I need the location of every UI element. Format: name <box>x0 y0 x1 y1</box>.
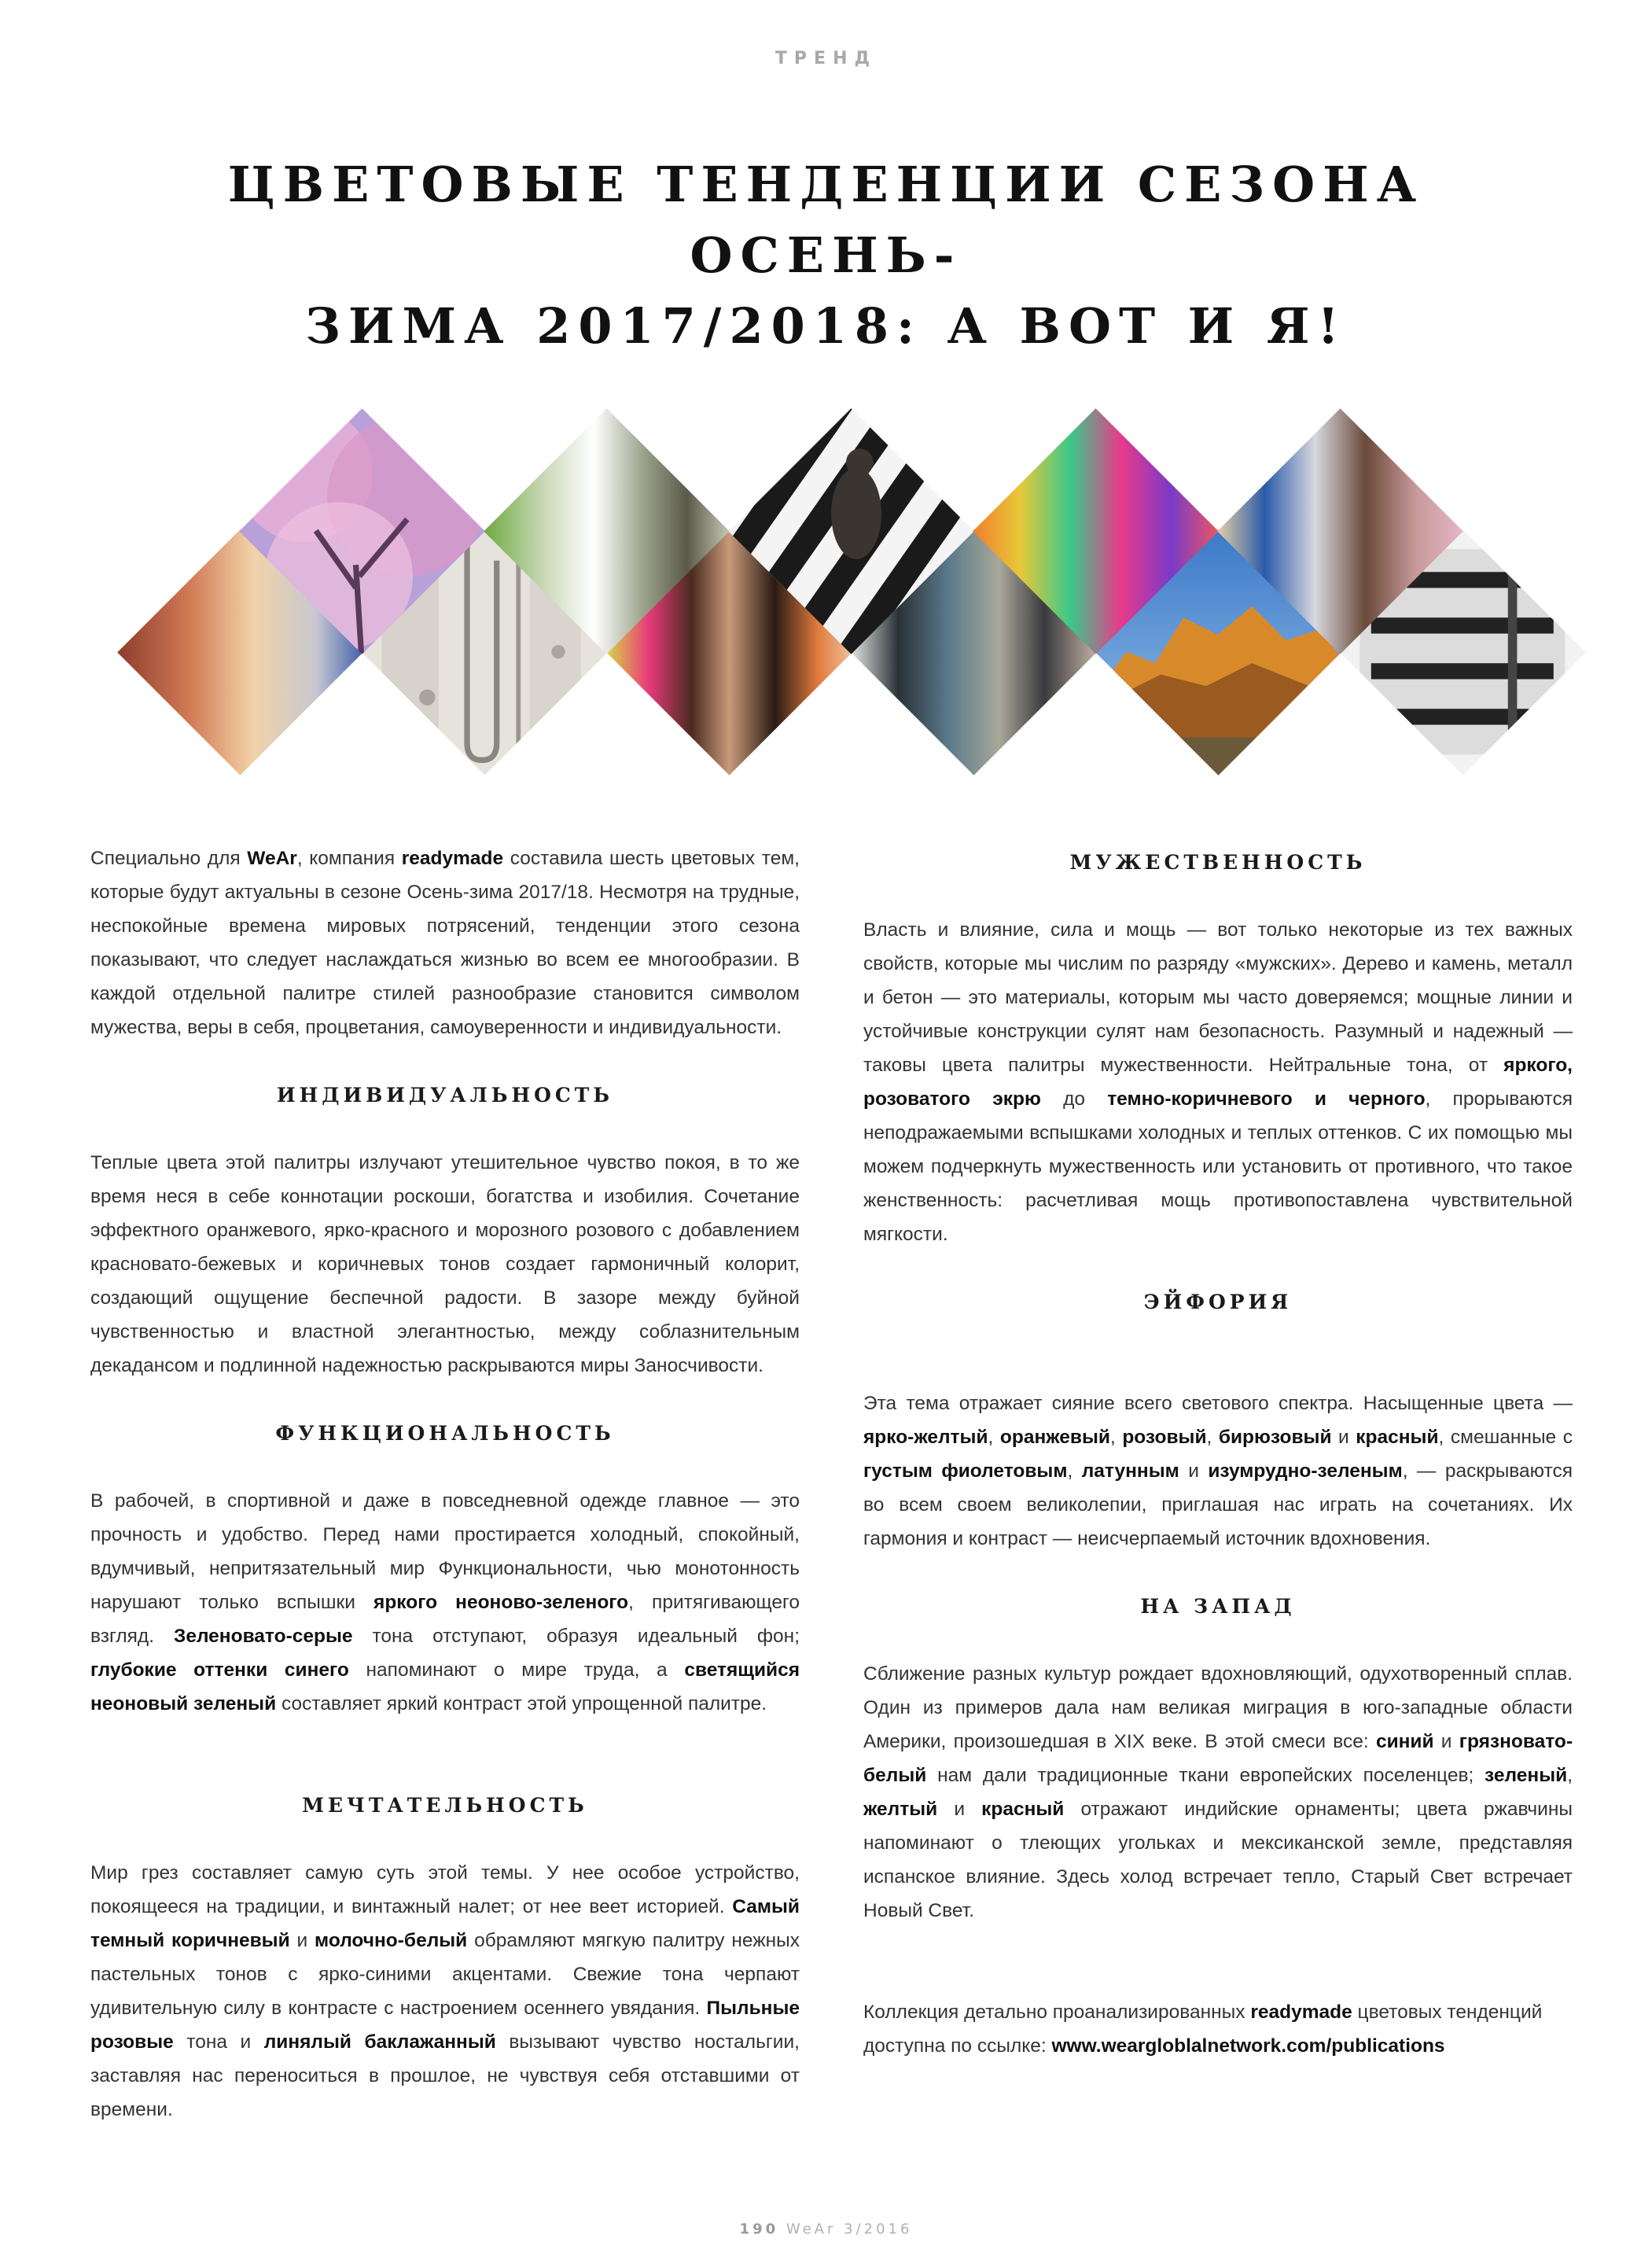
heading-west: НА ЗАПАД <box>1140 1595 1296 1618</box>
page-footer <box>0 2221 1652 2237</box>
functionality-paragraph: В рабочей, в спортивной и даже в повседневной одежде главное — это прочность и удобство. Перед нами простирается холодный, спокойный, вдумчивый, непритязательный мир Функциональности, чью монотонность нарушают только вспышки яркого неоново-зеленого, притягивающего взгляд. Зеленовато-серые тона отступают, образуя идеальный фон; глубокие оттенки синего напоминают о мире труда, а светящийся неоновый зеленый составляет яркий контраст этой упрощенной палитре. <box>90 1490 800 1714</box>
heading-individuality: ИНДИВИДУАЛЬНОСТЬ <box>277 1084 613 1107</box>
publications-link[interactable]: www.weargloblalnetwork.com/publications <box>1051 2035 1445 2057</box>
euphoria-paragraph: Эта тема отражает сияние всего светового спектра. Насыщенные цвета — ярко-желтый, оранжевый, розовый, бирюзовый и красный, смешанные с густым фиолетовым, латунным и изумрудно-зеленым, — раскрываются во всем своем великолепии, приглашая нас играть на сочетаниях. Их гармония и контраст — неисчерпаемый источник вдохновения. <box>863 1393 1573 1549</box>
dreaminess-paragraph: Мир грез составляет самую суть этой темы. У нее особое устройство, покоящееся на традиции, и винтажный налет; от нее веет историей. Самый темный коричневый и молочно-белый обрамляют мягкую палитру нежных пастельных тонов с ярко-синими акцентами. Свежие тона черпают удивительную силу в контрасте с настроением осеннего увядания. Пыльные розовые тона и линялый баклажанный вызывают чувство ностальгии, заставляя нас переноситься в прошлое, не чувствуя себя отставшими от времени. <box>90 1862 800 2120</box>
individuality-paragraph: Теплые цвета этой палитры излучают утешительное чувство покоя, в то же время неся в себе коннотации роскоши, богатства и изобилия. Сочетание эффектного оранжевого, ярко-красного и морозного розового с добавлением красновато-бежевых и коричневых тонов создает гармоничный колорит, создающий ощущение беспечной радости. В зазоре между буйной чувственностью и властной элегантностью, между соблазнительным декадансом и подлинной надежностью раскрываются миры Заносчивости. <box>90 1152 800 1376</box>
title-line-2: ЗИМА 2017/2018: А ВОТ И Я! <box>305 297 1347 355</box>
intro-paragraph: Специально для WeAr, компания readymade составила шесть цветовых тем, которые будут актуальны в сезоне Осень-зима 2017/18. Несмотря на трудные, неспокойные времена мировых потрясений, тенденции этого сезона показывают, что следует наслаждаться жизнью во всем ее многообразии. В каждой отдельной палитре стилей разнообразие становится символом мужества, веры в себя, процветания, самоуверенности и индивидуальности. <box>90 848 800 1038</box>
heading-functionality: ФУНКЦИОНАЛЬНОСТЬ <box>275 1422 615 1445</box>
heading-masculinity: МУЖЕСТВЕННОСТЬ <box>1069 851 1367 874</box>
heading-dreaminess: МЕЧТАТЕЛЬНОСТЬ <box>302 1794 588 1817</box>
left-column <box>90 842 800 2127</box>
page-number: 190 <box>739 2221 779 2237</box>
color-mosaic <box>118 381 1533 743</box>
masculinity-paragraph: Власть и влияние, сила и мощь — вот только некоторые из тех важных свойств, которые мы числим по разряду «мужских». Дерево и камень, металл и бетон — это материалы, которым мы часто доверяемся; мощные линии и устойчивые конструкции сулят нам безопасность. Разумный и надежный — таковы цвета палитры мужественности. Нейтральные тона, от яркого, розоватого экрю до темно-коричневого и черного, прорываются неподражаемыми вспышками холодных и теплых оттенков. С их помощью мы можем подчеркнуть мужественность или установить от противного, что такое женственность: расчетливая мощь противопоставлена чувствительной мягкости. <box>863 919 1573 1245</box>
section-label: ТРЕНД <box>774 49 878 68</box>
magazine-issue: WeAr 3/2016 <box>786 2221 913 2237</box>
west-paragraph: Сближение разных культур рождает вдохновляющий, одухотворенный сплав. Один из примеров дала нам великая миграция в юго-западные области Америки, произошедшая в XIX веке. В этой смеси все: синий и грязновато-белый нам дали традиционные ткани европейских поселенцев; зеленый, желтый и красный отражают индийские орнаменты; цвета ржавчины напоминают о тлеющих угольках и мексиканской земле, представляя испанское влияние. Здесь холод встречает тепло, Старый Свет встречает Новый Свет. <box>863 1663 1573 1921</box>
right-column <box>863 845 1573 2063</box>
closing-paragraph: Коллекция детально проанализированных readymade цветовых тенденций доступна по ссылке: www.weargloblalnetwork.com/publications <box>863 2002 1543 2057</box>
heading-euphoria: ЭЙФОРИЯ <box>1143 1291 1293 1313</box>
article-title <box>118 149 1534 362</box>
title-line-1: ЦВЕТОВЫЕ ТЕНДЕНЦИИ СЕЗОНА ОСЕНЬ- <box>227 156 1425 284</box>
